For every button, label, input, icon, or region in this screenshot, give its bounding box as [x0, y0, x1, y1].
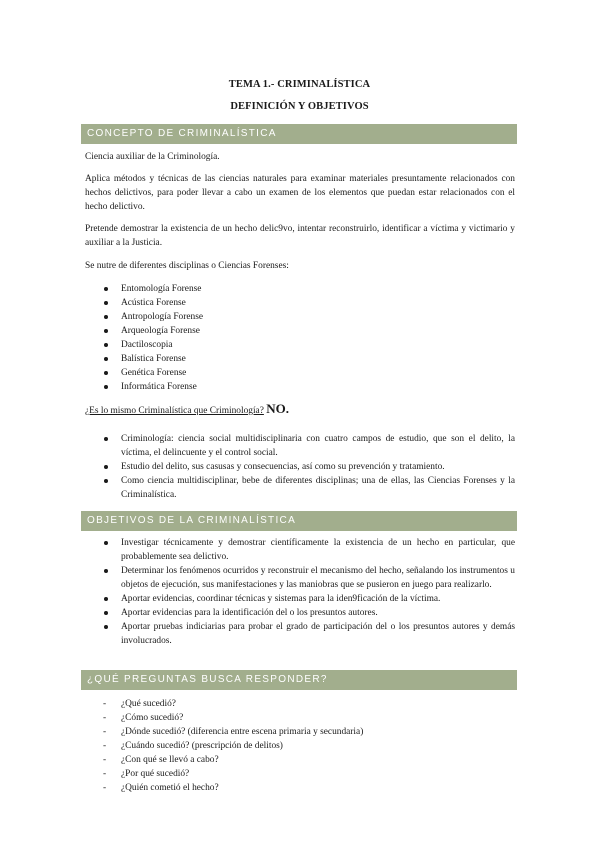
list-item: Arqueología Forense [101, 324, 203, 338]
paragraph-aplica-metodos: Aplica métodos y técnicas de las ciencias naturales para examinar materiales presuntamente relacionados con hechos delictivos, para poder llevar a cabo un examen de los elementos que puedan estar relacionados con el hecho delictivo. [85, 174, 515, 212]
bullet-icon [104, 437, 108, 441]
dash-marker: - [103, 727, 107, 737]
disciplines-list [101, 282, 203, 394]
dash-marker: - [103, 699, 107, 709]
questions-list [101, 697, 363, 795]
list-item: Balística Forense [101, 352, 203, 366]
bullet-icon [104, 569, 108, 573]
list-item: Antropología Forense [101, 310, 203, 324]
list-item: - ¿Cómo sucedió? [103, 713, 184, 723]
bullet-icon [104, 479, 108, 483]
bullet-icon [104, 611, 108, 615]
list-item: - ¿Con qué se llevó a cabo? [103, 755, 219, 765]
paragraph-ciencia-auxiliar: Ciencia auxiliar de la Criminología. [85, 152, 220, 162]
bullet-icon [104, 287, 108, 291]
bullet-icon [104, 371, 108, 375]
list-item: Informática Forense [101, 380, 203, 394]
list-item: Aportar evidencias, coordinar técnicas y sistemas para la iden9ficación de la víctima. [101, 592, 515, 606]
paragraph-pretende: Pretende demostrar la existencia de un hecho delic9vo, intentar reconstruirlo, identificar a víctima y victimario y auxiliar a la Justicia. [85, 224, 515, 248]
dash-marker: - [103, 741, 107, 751]
section-heading-objetivos: OBJETIVOS DE LA CRIMINALÍSTICA [81, 511, 517, 531]
list-item: - ¿Qué sucedió? [103, 699, 176, 709]
differences-list [101, 432, 515, 502]
bullet-icon [104, 385, 108, 389]
bullet-icon [104, 625, 108, 629]
bullet-icon [104, 301, 108, 305]
list-item: Aportar pruebas indiciarias para probar el grado de participación del o los presuntos autores y demás involucrados. [101, 620, 515, 648]
bullet-icon [104, 315, 108, 319]
bullet-icon [104, 357, 108, 361]
list-item: - ¿Cuándo sucedió? (prescripción de delitos) [103, 741, 283, 751]
list-item: Entomología Forense [101, 282, 203, 296]
list-item: Investigar técnicamente y demostrar científicamente la existencia de un hecho en particular, que probablemente sea delictivo. [101, 536, 515, 564]
list-item: Como ciencia multidisciplinar, bebe de diferentes disciplinas; una de ellas, las Ciencias Forenses y la Criminalística. [101, 474, 515, 502]
list-item: Dactiloscopia [101, 338, 203, 352]
list-item: Genética Forense [101, 366, 203, 380]
dash-marker: - [103, 713, 107, 723]
list-item: - ¿Dónde sucedió? (diferencia entre escena primaria y secundaria) [103, 727, 364, 737]
list-item: Determinar los fenómenos ocurridos y reconstruir el mecanismo del hecho, señalando los instrumentos u objetos de ejecución, sus manifestaciones y las maniobras que se pusieron en juego para realizarlo. [101, 564, 515, 592]
list-item: - ¿Por qué sucedió? [103, 769, 190, 779]
dash-marker: - [103, 769, 107, 779]
objectives-list [101, 536, 515, 648]
bullet-icon [104, 329, 108, 333]
list-item: Estudio del delito, sus casusas y consecuencias, así como su prevención y tratamiento. [101, 460, 515, 474]
dash-marker: - [103, 755, 107, 765]
section-heading-concepto: CONCEPTO DE CRIMINALÍSTICA [81, 124, 517, 144]
bullet-icon [104, 465, 108, 469]
document-title: TEMA 1.- CRIMINALÍSTICA [228, 79, 371, 90]
answer-text: NO. [266, 401, 289, 416]
paragraph-se-nutre: Se nutre de diferentes disciplinas o Ciencias Forenses: [85, 261, 289, 271]
question-text: ¿Es lo mismo Criminalística que Criminología? [85, 406, 264, 416]
bullet-icon [104, 343, 108, 347]
document-subtitle: DEFINICIÓN Y OBJETIVOS [230, 101, 369, 112]
bullet-icon [104, 541, 108, 545]
comparison-question [85, 402, 289, 418]
list-item: Aportar evidencias para la identificación del o los presuntos autores. [101, 606, 515, 620]
dash-marker: - [103, 783, 107, 793]
list-item: Criminología: ciencia social multidisciplinaria con cuatro campos de estudio, que son el delito, la víctima, el delincuente y el control social. [101, 432, 515, 460]
bullet-icon [104, 597, 108, 601]
list-item: Acústica Forense [101, 296, 203, 310]
list-item: - ¿Quién cometió el hecho? [103, 783, 219, 793]
section-heading-preguntas: ¿QUÉ PREGUNTAS BUSCA RESPONDER? [81, 670, 517, 690]
